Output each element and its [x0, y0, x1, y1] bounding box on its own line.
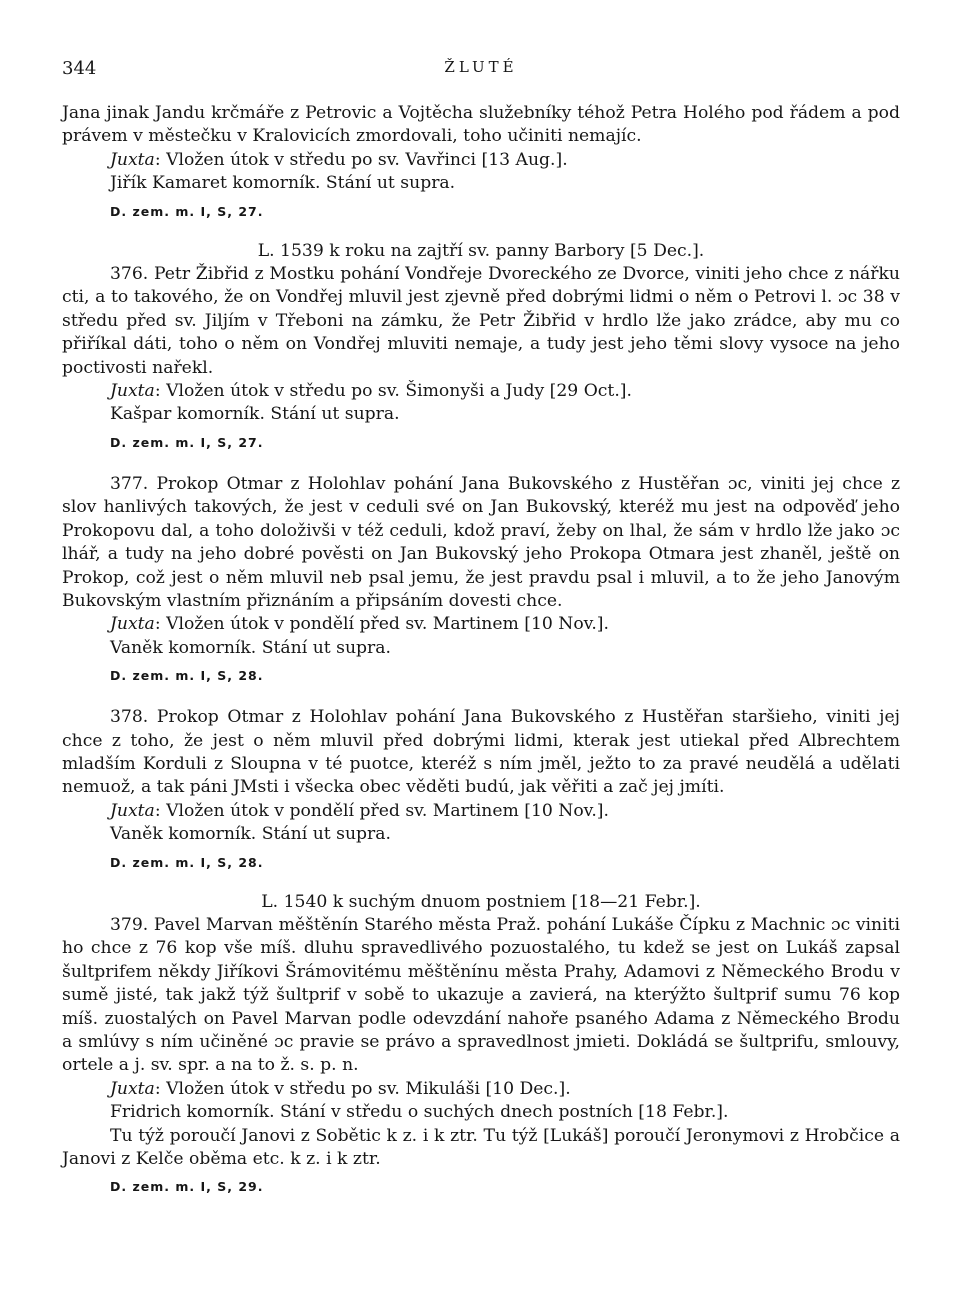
spacer: [62, 453, 900, 473]
entry-376: [62, 263, 900, 453]
juxta-text: : Vložen útok v pondělí před sv. Martinem [10 Nov.].: [154, 800, 609, 821]
page-header: [62, 58, 900, 86]
source-reference: D. zem. m. I, S, 29.: [110, 1179, 264, 1195]
entry-text: 377. Prokop Otmar z Holohlav pohání Jana Bukovského z Hustěřan ɔc, viniti jej chce z slov hanlivých takových, že jest v ceduli své on Jan Bukovský, kteréž mu jest na odpověď jeho Prokopovu dal, a toho doloživši v též ceduli, kdož praví, žeby on lhal, že sám v hrdlo lže jako ɔc lhář, a tudy na jeho dobré pověsti on Jan Bukovský jeho Prokopa Otmara jest zhaněl, ještě on Prokop, což jest o něm mluvil neb psal jemu, že jest pravdu psal i mluvil, a to že jeho Janovým Bukovským vlastním přiznáním a připsáním dovesti chce.: [62, 473, 900, 611]
source-reference: D. zem. m. I, S, 27.: [110, 434, 264, 450]
juxta-label: Juxta: [110, 1078, 155, 1099]
entry-377: [62, 473, 900, 686]
juxta-text: : Vložen útok v středu po sv. Vavřinci [13 Aug.].: [154, 149, 568, 170]
entry-text: 376. Petr Žibřid z Mostku pohání Vondřeje Dvoreckého ze Dvorce, viniti jeho chce z nářku cti, a to takového, že on Vondřej mluvil jest zjevně před dobrými lidmi o něm o Petrovi l. ɔc 38 v středu před sv. Jiljím v Třeboni na zámku, že Petr Žibřid v hrdlo lže jako zrádce, aby mu co přiříkal dáti, toho o něm on Vondřej mluviti nemaje, a tudy jest jeho těmi slovy vysoce na jeho poctivosti nařekl.: [62, 264, 900, 378]
document-page: [62, 58, 900, 1197]
spacer: [62, 686, 900, 706]
chamberlain-line: Vaněk komorník. Stání ut supra.: [110, 637, 391, 658]
chamberlain-line: Fridrich komorník. Stání v středu o suchých dnech postních [18 Febr.].: [110, 1102, 729, 1123]
entry-note: Tu týž poroučí Janovi z Sobětic k z. i k ztr. Tu týž [Lukáš] poroučí Jeronymovi z Hrobčice a Janovi z Kelče oběma etc. k z. i k ztr.: [62, 1125, 900, 1170]
entry-378: [62, 706, 900, 872]
year-heading-1539: L. 1539 k roku na zajtří sv. panny Barbory [5 Dec.].: [257, 240, 705, 261]
source-reference: D. zem. m. I, S, 27.: [110, 203, 264, 219]
entry-text: 379. Pavel Marvan měštěnín Starého města Praž. pohání Lukáše Čípku z Machnic ɔc viniti ho chce z 76 kop vše míš. dluhu spravedlivého pozuostalého, tu kdež se jest on Lukáš zapsal šultprifem někdy Jiříkovi Šrámovitému měštěnínu města Prahy, Adamovi z Německého Brodu v sumě jisté, tak jakž týž šultprif v sobě to ukazuje a zavierá, na kterýžto šultprif sumu 76 kop míš. zuostalých on Pavel Marvan podle odevzdání nahoře psaného Adama z Německého Brodu a smlúvy s ním učiněné ɔc pravie se právo a spravedlnost jmieti. Dokládá se šultprifu, smlouvy, ortele a j. sv. spr. a na to ž. s. p. n.: [62, 914, 900, 1076]
chamberlain-line: Kašpar komorník. Stání ut supra.: [110, 404, 400, 425]
juxta-line: [110, 380, 900, 403]
entry-intro: [62, 102, 900, 222]
source-reference: D. zem. m. I, S, 28.: [110, 668, 264, 684]
juxta-label: Juxta: [110, 381, 155, 402]
juxta-line: [110, 800, 900, 823]
juxta-line: [110, 149, 900, 172]
entry-text: Jana jinak Jandu krčmáře z Petrovic a Vojtěcha služebníky téhož Petra Holého pod řádem a pod právem v městečku v Kralovicích zmordovali, toho učiniti nemajíc.: [62, 103, 900, 147]
juxta-label: Juxta: [110, 800, 155, 821]
juxta-line: [110, 613, 900, 636]
entry-text: 378. Prokop Otmar z Holohlav pohání Jana Bukovského z Hustěřan staršieho, viniti jej chce z toho, že jest o něm mluvil před dobrými lidmi, kterak jest utiekal před Albrechtem mladším Korduli z Sloupna v té puotce, kteréž s ním jměl, ježto to za pravé neudělá a udělati nemuož, a tak páni JMsti i všecka obec věděti budú, jak věřiti a zač jej jmíti.: [62, 707, 900, 798]
chamberlain-line: Vaněk komorník. Stání ut supra.: [110, 824, 391, 845]
source-reference: D. zem. m. I, S, 28.: [110, 854, 264, 870]
running-title: ŽLUTÉ: [444, 58, 518, 76]
page-number: 344: [62, 58, 97, 79]
juxta-text: : Vložen útok v pondělí před sv. Martinem [10 Nov.].: [154, 614, 609, 635]
entry-379: [62, 914, 900, 1197]
year-heading-1540: L. 1540 k suchým dnuom postniem [18—21 Febr.].: [261, 891, 701, 912]
juxta-line: [110, 1078, 900, 1101]
juxta-text: : Vložen útok v středu po sv. Šimonyši a Judy [29 Oct.].: [154, 381, 632, 402]
juxta-text: : Vložen útok v středu po sv. Mikuláši [10 Dec.].: [154, 1078, 571, 1099]
chamberlain-line: Jiřík Kamaret komorník. Stání ut supra.: [110, 173, 456, 194]
juxta-label: Juxta: [110, 614, 155, 635]
juxta-label: Juxta: [110, 149, 155, 170]
